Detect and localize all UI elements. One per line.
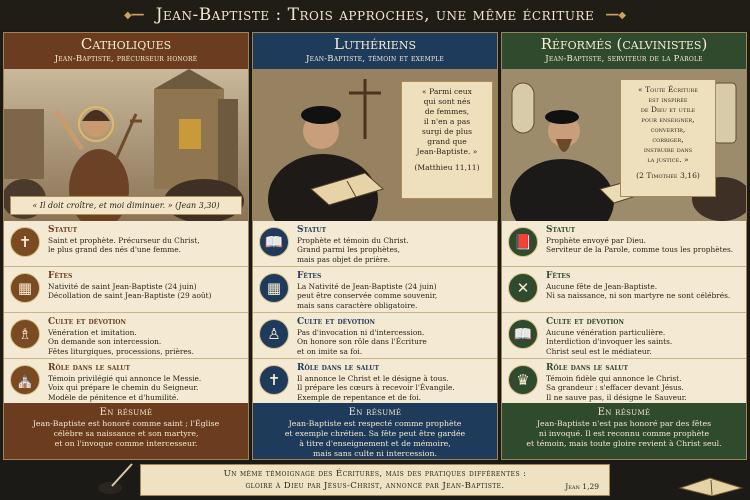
- row-role: [253, 359, 497, 405]
- column-header: [502, 33, 746, 69]
- row-line: Prophète et témoin du Christ.: [297, 236, 409, 245]
- row-role: [4, 359, 248, 405]
- ink-quill-icon: [92, 462, 136, 500]
- column-catholiques: [3, 32, 249, 460]
- illustration-john-baptist-preaching: [4, 69, 248, 221]
- row-line: Serviteur de la Parole, comme tous les prophètes.: [546, 245, 734, 255]
- page-title: Jean-Baptiste : Trois approches, une même écriture: [155, 5, 595, 25]
- row-line: le plus grand des nés d'une femme.: [48, 245, 181, 255]
- row-line: Pas d'invocation ni d'intercession.: [297, 328, 425, 337]
- row-statut: [253, 221, 497, 267]
- row-line: Aucune vénération particulière.: [546, 328, 666, 337]
- summary-box: [4, 403, 248, 459]
- summary-line: Jean-Baptiste n'est pas honoré par des fêtes: [536, 419, 712, 428]
- row-culte: [4, 313, 248, 359]
- ornament-right-icon: ━━◆: [606, 9, 627, 21]
- row-label: Culte et dévotion: [48, 317, 127, 327]
- summary-line: célèbre sa naissance et son martyre,: [53, 429, 199, 438]
- summary-heading: En résumé: [99, 407, 153, 418]
- quote-line: « Toute Écriture: [638, 85, 698, 94]
- row-line: peut être conservée comme souvenir,: [297, 291, 438, 301]
- row-label: Statut: [546, 225, 576, 235]
- row-culte: [253, 313, 497, 359]
- column-reformes: [501, 32, 747, 460]
- illustration-luther-with-book: [253, 69, 497, 221]
- open-bible-icon: [676, 462, 746, 500]
- quote-line: corriger,: [652, 135, 684, 144]
- shrine-icon: ⛪: [10, 365, 40, 395]
- column-subtitle: Jean-Baptiste, serviteur de la Parole: [545, 54, 703, 64]
- quote-reference: (Matthieu 11,11): [414, 163, 480, 172]
- scripture-quote: [620, 79, 716, 197]
- cross-icon: ✝: [259, 365, 289, 395]
- row-label: Rôle dans le salut: [546, 363, 628, 373]
- bottom-banner: [140, 464, 610, 496]
- row-statut: [502, 221, 746, 267]
- column-subtitle: Jean-Baptiste, précurseur honoré: [54, 54, 198, 64]
- row-line: mais sans caractère obligatoire.: [297, 300, 418, 310]
- row-line: Décollation de saint Jean-Baptiste (29 août): [48, 291, 212, 301]
- quote-line: la justice. »: [647, 155, 689, 164]
- row-line: Christ seul est le médiateur.: [546, 346, 652, 356]
- quote-line: de Dieu et utile: [640, 105, 696, 114]
- summary-line: Jean-Baptiste est honoré comme saint ; l'Église: [32, 419, 220, 428]
- quote-line: Jean-Baptiste. »: [416, 147, 478, 156]
- row-line: Vénération et imitation.: [48, 328, 137, 337]
- row-line: Nativité de saint Jean-Baptiste (24 juin): [48, 282, 197, 291]
- open-book-icon: 📖: [508, 319, 538, 349]
- candle-icon: ♗: [10, 319, 40, 349]
- row-line: Grand parmi les prophètes,: [297, 245, 401, 255]
- row-label: Statut: [297, 225, 327, 235]
- column-title: Catholiques: [80, 35, 172, 53]
- column-lutheriens: [252, 32, 498, 460]
- row-label: Culte et dévotion: [297, 317, 376, 327]
- row-culte: [502, 313, 746, 359]
- quote-line: de femmes,: [424, 107, 470, 116]
- row-line: Témoin privilégié qui annonce le Messie.: [48, 374, 202, 383]
- scripture-quote: « Il doit croître, et moi diminuer. » (Jean 3,30): [10, 196, 242, 215]
- row-label: Fêtes: [297, 271, 322, 281]
- summary-line: à titre d'enseignement et de mémoire,: [299, 439, 451, 448]
- summary-box: [502, 403, 746, 459]
- row-line: Saint et prophète. Précurseur du Christ,: [48, 236, 200, 245]
- row-line: On honore son rôle dans l'Écriture: [297, 337, 427, 347]
- feature-rows: [253, 221, 497, 405]
- row-line: Aucune fête de Jean-Baptiste.: [546, 282, 658, 291]
- quote-line: instruire dans: [643, 145, 693, 154]
- row-line: Il ne sauve pas, il désigne le Sauveur.: [546, 392, 687, 402]
- row-line: Témoin fidèle qui annonce le Christ.: [546, 374, 682, 383]
- row-statut: [4, 221, 248, 267]
- summary-line: Jean-Baptiste est respecté comme prophète: [288, 419, 462, 428]
- row-label: Fêtes: [48, 271, 73, 281]
- column-title: Luthériens: [333, 35, 416, 53]
- calendar-icon: ▦: [10, 273, 40, 303]
- summary-line: et on l'invoque comme intercesseur.: [54, 439, 198, 448]
- row-label: Rôle dans le salut: [297, 363, 379, 373]
- no-feast-icon: ✕: [508, 273, 538, 303]
- column-title: Réformés (calvinistes): [540, 35, 708, 53]
- row-line: Ni sa naissance, ni son martyre ne sont célébrés.: [546, 291, 731, 301]
- quote-line: surgi de plus: [422, 127, 472, 136]
- row-fetes: [253, 267, 497, 313]
- row-line: mais pas objet de prière.: [297, 254, 391, 264]
- summary-line: ni invoqué. Il est reconnu comme prophète: [538, 429, 710, 438]
- row-line: Sa grandeur : s'effacer devant Jésus.: [546, 383, 684, 393]
- row-line: Fêtes liturgiques, processions, prières.: [48, 346, 194, 356]
- row-fetes: [502, 267, 746, 313]
- banner-reference: Jean 1,29: [565, 482, 599, 491]
- crown-icon: ♛: [508, 365, 538, 395]
- column-subtitle: Jean-Baptiste, témoin et exemple: [306, 54, 444, 64]
- summary-box: [253, 403, 497, 459]
- calendar-icon: ▦: [259, 273, 289, 303]
- row-line: Prophète envoyé par Dieu.: [546, 236, 646, 245]
- row-line: Interdiction d'invoquer les saints.: [546, 337, 673, 347]
- quote-line: pour enseigner,: [641, 115, 695, 124]
- quote-line: qui sont nés: [423, 97, 471, 106]
- illustration-calvin-preaching: [502, 69, 746, 221]
- row-label: Culte et dévotion: [546, 317, 625, 327]
- lamp-icon: ♙: [259, 319, 289, 349]
- banner-line: Un même témoignage des Écritures, mais des pratiques différentes :: [223, 469, 527, 479]
- row-role: [502, 359, 746, 405]
- feature-rows: [4, 221, 248, 405]
- title-bar: [0, 0, 750, 30]
- cross-icon: ✝: [10, 227, 40, 257]
- quote-line: convertir,: [650, 125, 686, 134]
- quote-line: est inspirée: [648, 95, 688, 104]
- summary-heading: En résumé: [597, 407, 651, 418]
- row-line: Voix qui prépare le chemin du Seigneur.: [48, 383, 199, 393]
- summary-line: et témoin, mais toute gloire revient à Christ seul.: [526, 439, 722, 448]
- book-icon: 📖: [259, 227, 289, 257]
- book-cross-icon: 📕: [508, 227, 538, 257]
- row-label: Statut: [48, 225, 78, 235]
- quote-line: grand que: [427, 137, 467, 146]
- column-header: [253, 33, 497, 69]
- row-label: Rôle dans le salut: [48, 363, 130, 373]
- summary-heading: En résumé: [348, 407, 402, 418]
- row-line: Il prépare les cœurs à recevoir l'Évangile.: [297, 383, 455, 393]
- row-fetes: [4, 267, 248, 313]
- quote-line: « Parmi ceux: [422, 87, 472, 96]
- summary-line: et exemple chrétien. Sa fête peut être gardée: [284, 429, 466, 438]
- row-line: et on imite sa foi.: [297, 346, 363, 356]
- quote-reference: (2 Timothée 3,16): [636, 171, 700, 180]
- summary-line: mais sans culte ni intercession.: [313, 449, 437, 458]
- row-label: Fêtes: [546, 271, 571, 281]
- row-line: Il annonce le Christ et le désigne à tous.: [297, 374, 449, 383]
- banner-line: gloire à Dieu par Jésus-Christ, annoncé par Jean-Baptiste.: [245, 481, 505, 491]
- scripture-quote: [401, 81, 493, 199]
- feature-rows: [502, 221, 746, 405]
- row-line: Exemple de repentance et de foi.: [297, 392, 422, 402]
- quote-line: il n'en a pas: [423, 117, 471, 126]
- row-line: La Nativité de Jean-Baptiste (24 juin): [297, 282, 437, 291]
- row-line: On demande son intercession.: [48, 337, 162, 347]
- column-header: [4, 33, 248, 69]
- ornament-left-icon: ◆━━: [123, 9, 144, 21]
- row-line: Modèle de pénitence et d'humilité.: [48, 392, 179, 402]
